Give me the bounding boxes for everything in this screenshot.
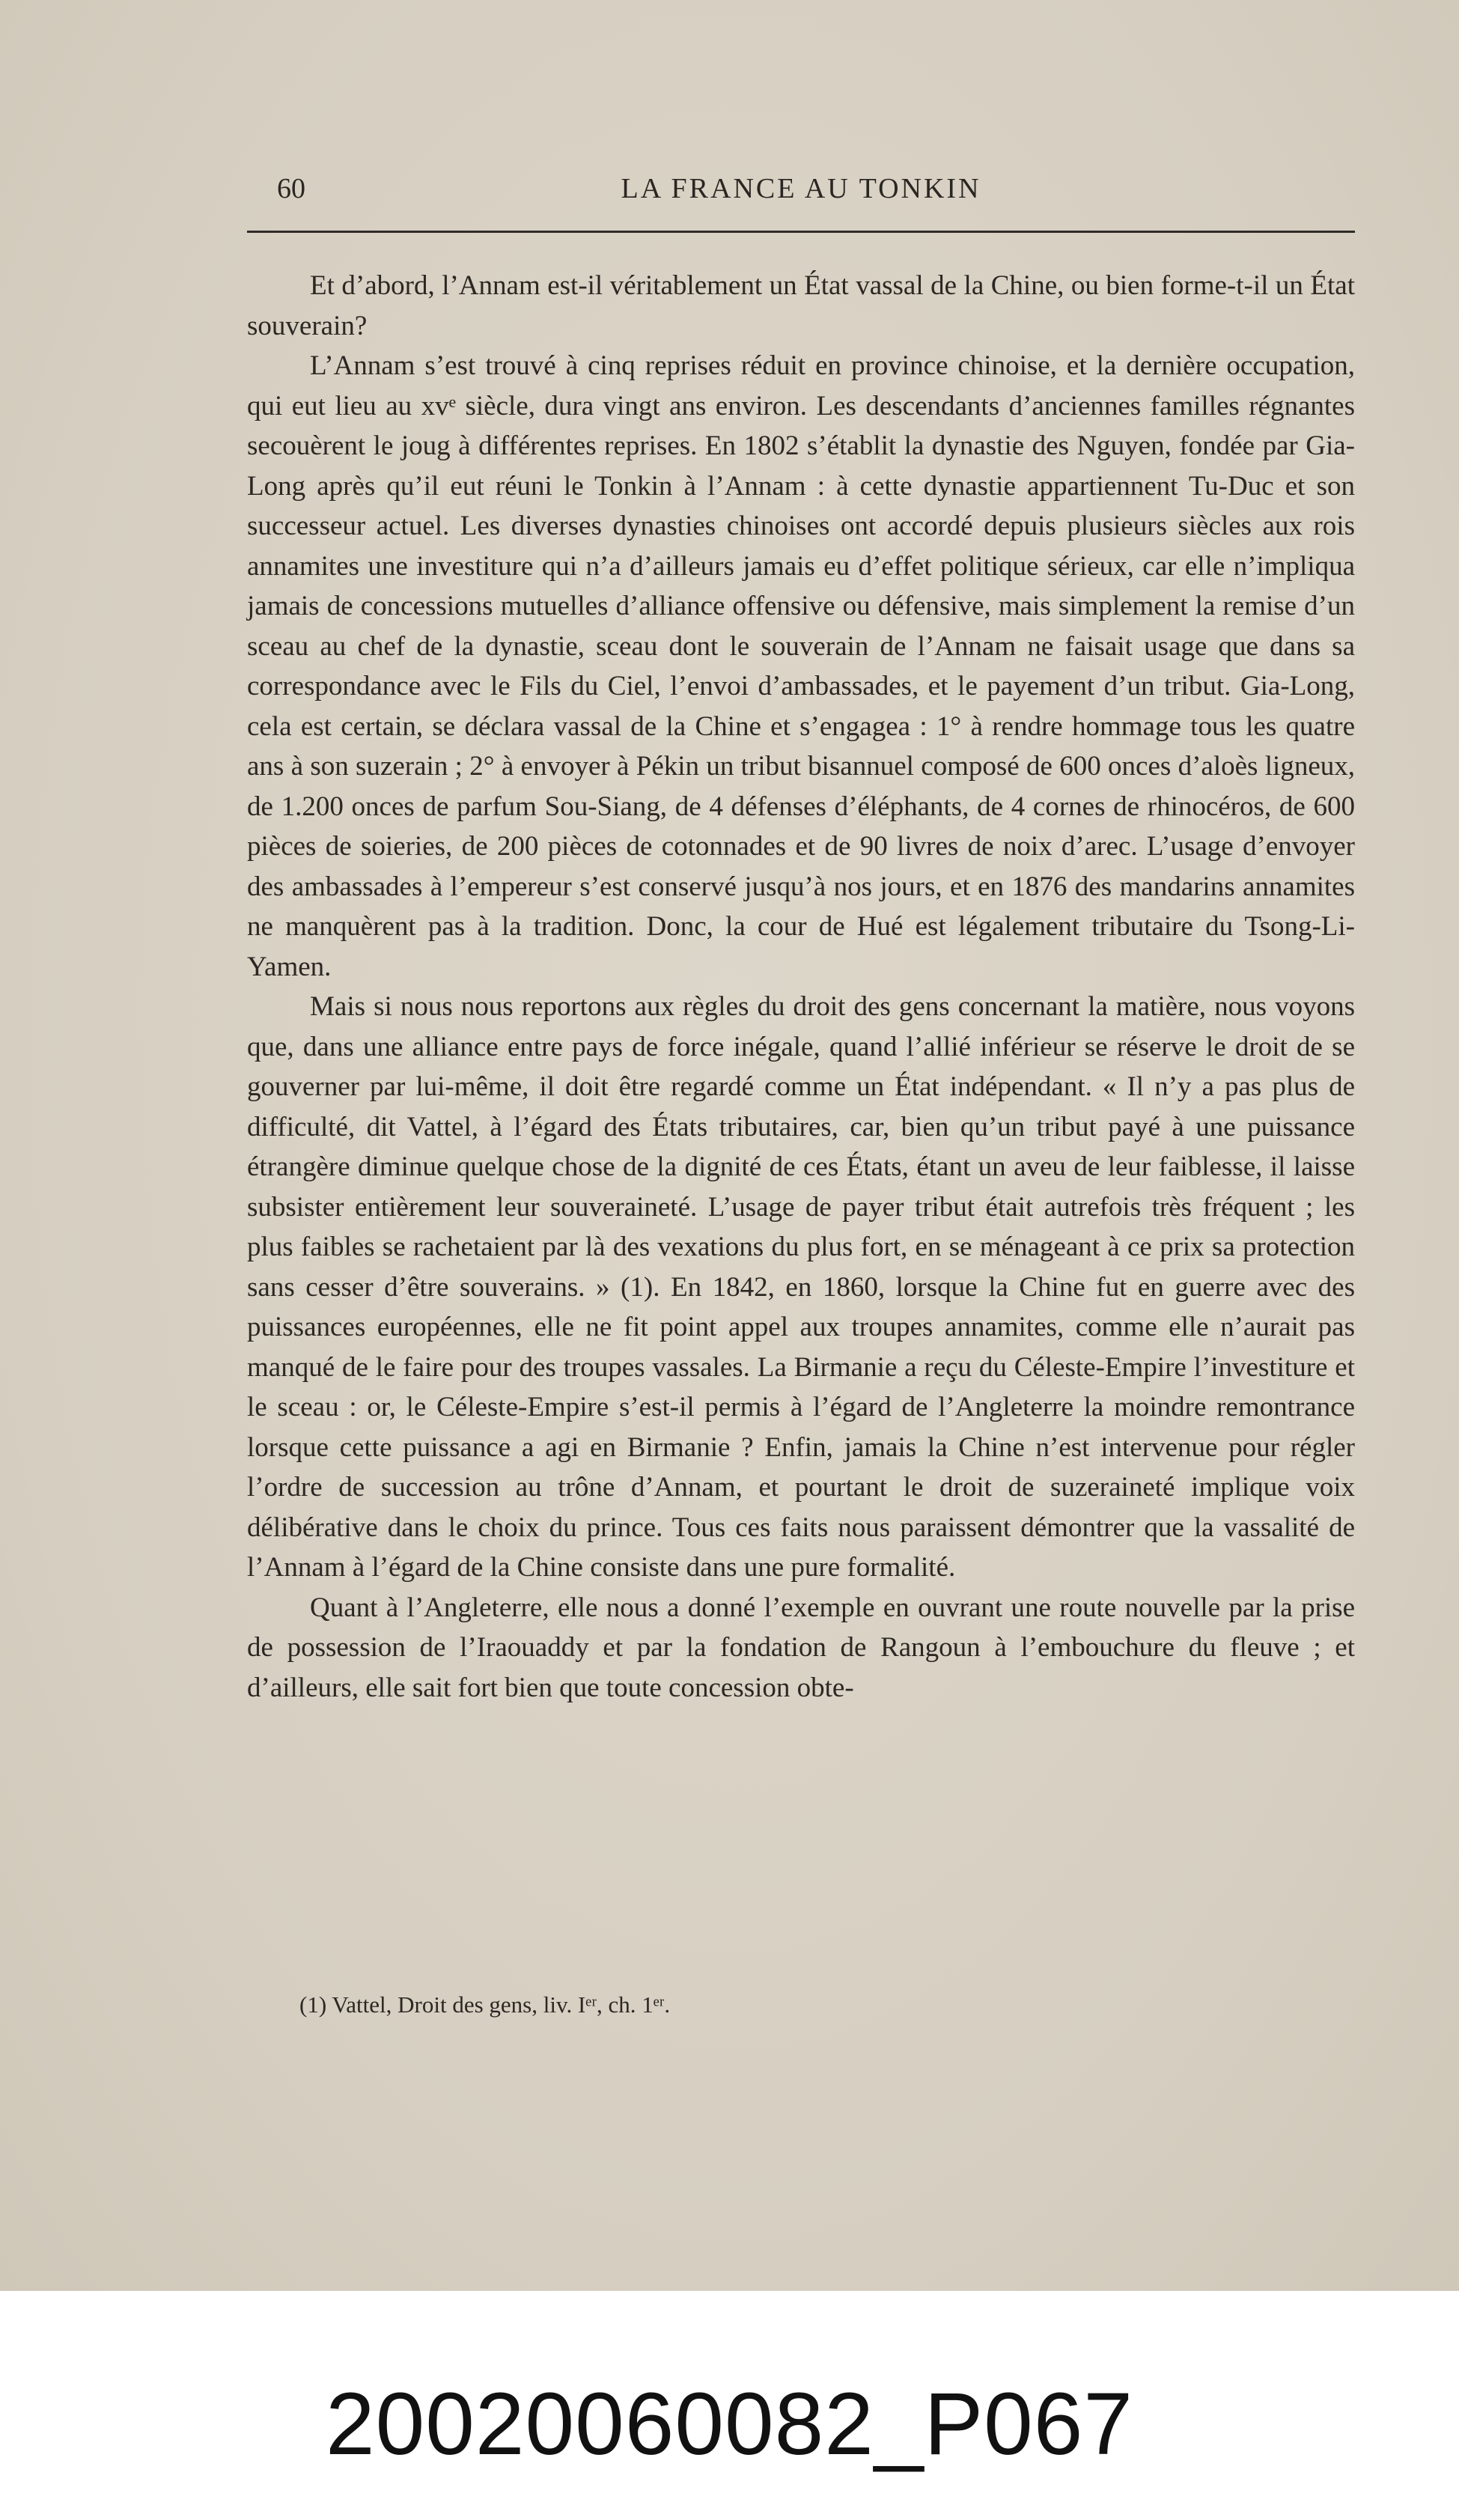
paragraph-4: Quant à l’Angleterre, elle nous a donné l’exemple en ouvrant une route nouvelle par la prise de possession de l’Iraouaddy et par la fondation de Rangoun à l’embouchure du fleuve ; et d’ailleurs, elle sait fort bien que toute concession obte- xyxy=(247,1592,1355,1703)
paragraph-1: Et d’abord, l’Annam est-il véritablement un État vassal de la Chine, ou bien forme-t-il un État souverain? xyxy=(247,270,1355,341)
running-title: LA FRANCE AU TONKIN xyxy=(621,173,981,204)
header-rule xyxy=(247,231,1355,233)
footnote: (1) Vattel, Droit des gens, liv. Iᵉʳ, ch. 1ᵉʳ. xyxy=(299,1991,671,2018)
body-text xyxy=(247,266,1355,1708)
page-header xyxy=(247,172,1355,210)
catalog-id: 20020060082_P067 xyxy=(325,2375,1134,2474)
page-number: 60 xyxy=(277,173,305,204)
paragraph-3: Mais si nous nous reportons aux règles du droit des gens concernant la matière, nous voyons que, dans une alliance entre pays de force inégale, quand l’allié inférieur se réserve le droit de se gouverner par lui-même, il doit être regardé comme un État indépendant. « Il n’y a pas plus de difficulté, dit Vattel, à l’égard des États tributaires, car, bien qu’un tribut payé à une puissance étrangère diminue quelque chose de la dignité de ces États, étant un aveu de leur faiblesse, il laisse subsister entièrement leur souveraineté. L’usage de payer tribut était autrefois très fréquent ; les plus faibles se rachetaient par là des vexations du plus fort, en se ménageant à ce prix sa protection sans cesser d’être souverains. » (1). En 1842, en 1860, lorsque la Chine fut en guerre avec des puissances européennes, elle ne fit point appel aux troupes annamites, comme elle n’aurait pas manqué de le faire pour des troupes vassales. La Birmanie a reçu du Céleste-Empire l’investiture et le sceau : or, le Céleste-Empire s’est-il permis à l’égard de l’Angleterre la moindre remontrance lorsque cette puissance a agi en Birmanie ? Enfin, jamais la Chine n’est intervenue pour régler l’ordre de succession au trône d’Annam, et pourtant le droit de suzeraineté implique voix délibérative dans le choix du prince. Tous ces faits nous paraissent démontrer que la vassalité de l’Annam à l’égard de la Chine consiste dans une pure formalité. xyxy=(247,991,1355,1583)
paragraph-2: L’Annam s’est trouvé à cinq reprises réduit en province chinoise, et la dernière occupation, qui eut lieu au xvᵉ siècle, dura vingt ans environ. Les descendants d’anciennes familles régnantes secouèrent le joug à différentes reprises. En 1802 s’établit la dynastie des Nguyen, fondée par Gia-Long après qu’il eut réuni le Tonkin à l’Annam : à cette dynastie appartiennent Tu-Duc et son successeur actuel. Les diverses dynasties chinoises ont accordé depuis plusieurs siècles aux rois annamites une investiture qui n’a d’ailleurs jamais eu d’effet politique sérieux, car elle n’impliqua jamais de concessions mutuelles d’alliance offensive ou défensive, mais simplement la remise d’un sceau au chef de la dynastie, sceau dont le souverain de l’Annam ne faisait usage que dans sa correspondance avec le Fils du Ciel, l’envoi d’ambassades, et le payement d’un tribut. Gia-Long, cela est certain, se déclara vassal de la Chine et s’engagea : 1° à rendre hommage tous les quatre ans à son suzerain ; 2° à envoyer à Pékin un tribut bisannuel composé de 600 onces d’aloès ligneux, de 1.200 onces de parfum Sou-Siang, de 4 défenses d’éléphants, de 4 cornes de rhinocéros, de 600 pièces de soieries, de 200 pièces de cotonnades et de 90 livres de noix d’arec. L’usage d’envoyer des ambassades à l’empereur s’est conservé jusqu’à nos jours, et en 1876 des mandarins annamites ne manquèrent pas à la tradition. Donc, la cour de Hué est légalement tributaire du Tsong-Li-Yamen. xyxy=(247,350,1355,982)
